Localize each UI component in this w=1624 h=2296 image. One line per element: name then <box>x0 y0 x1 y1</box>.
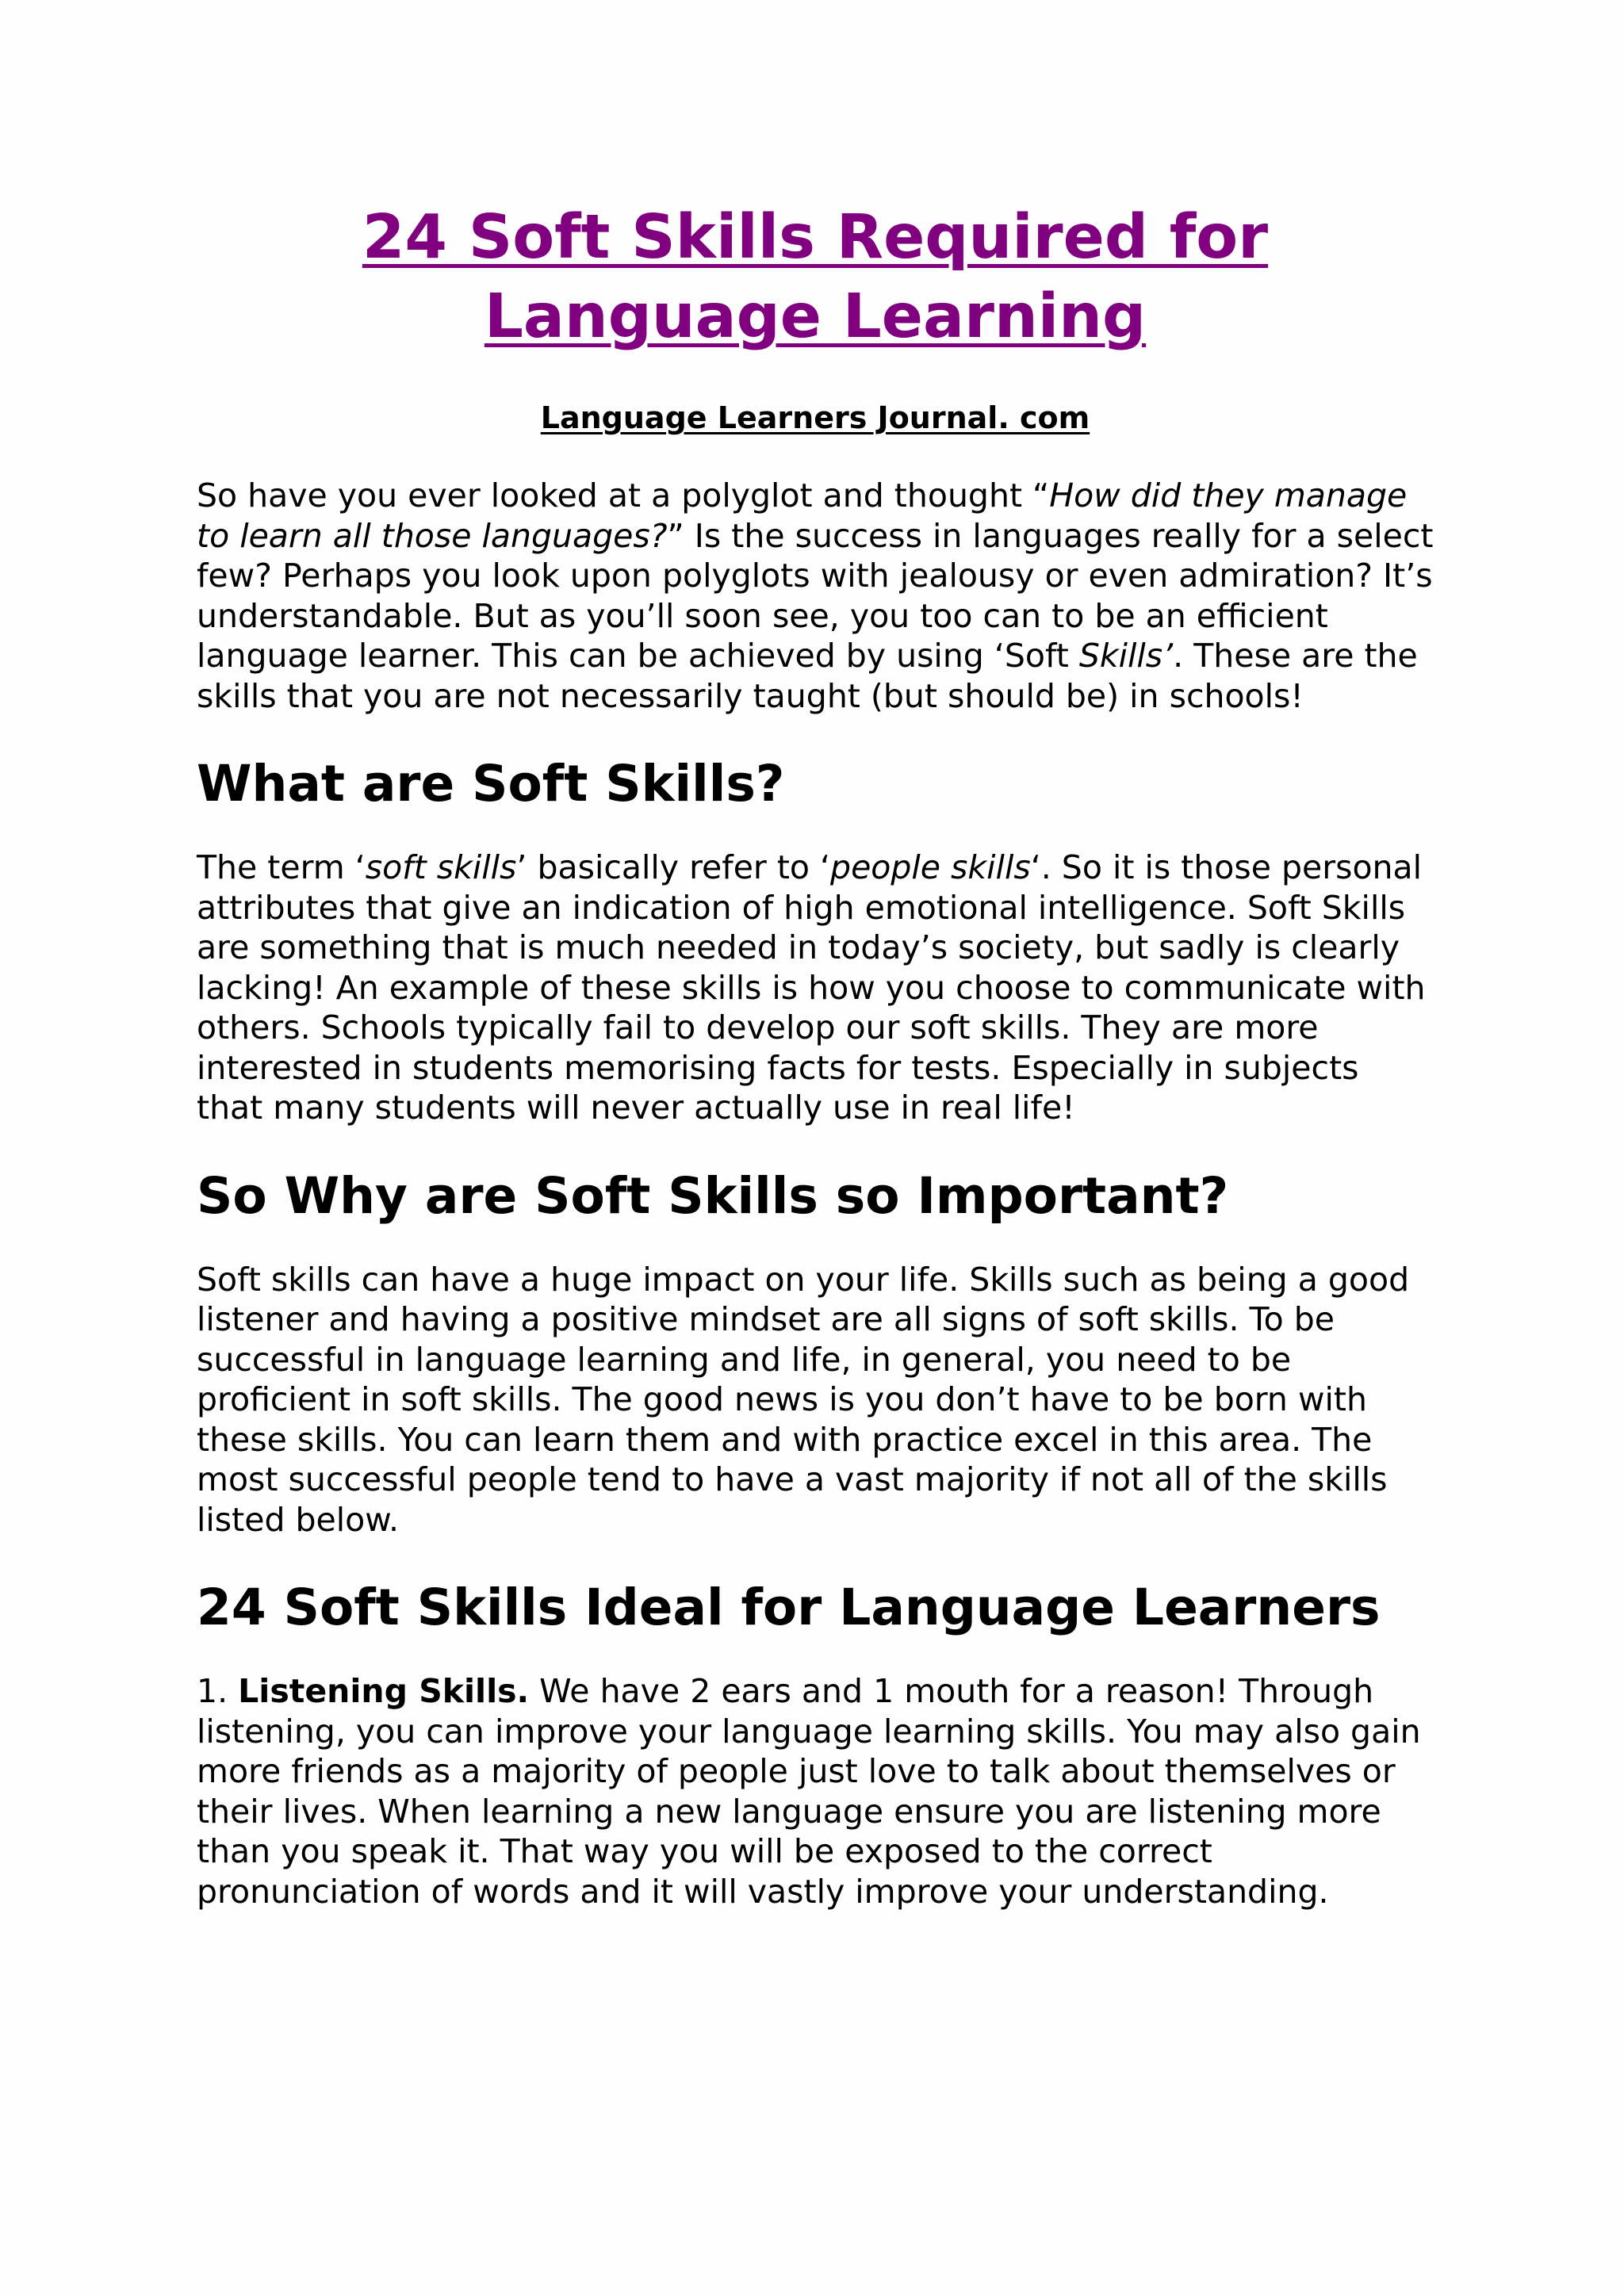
intro-paragraph <box>197 476 1434 716</box>
site-name: Language Learners Journal. com <box>540 400 1090 435</box>
document-content <box>197 198 1434 1911</box>
section-heading-list: 24 Soft Skills Ideal for Language Learners <box>197 1578 1381 1636</box>
soft-skills-term: soft skills <box>365 848 517 886</box>
section-heading-why: So Why are Soft Skills so Important? <box>197 1166 1229 1225</box>
intro-text-1: So have you ever looked at a polyglot and thought “ <box>197 476 1050 515</box>
title-line-1: 24 Soft Skills Required for <box>362 202 1269 273</box>
intro-text-3: . These are the skills that you are not necessarily taught (but should be) in schools! <box>197 637 1418 715</box>
list-item <box>197 1671 1434 1911</box>
page-title <box>197 198 1434 357</box>
intro-text-2: ” Is the success in languages really for a select few? Perhaps you look upon polyglots with jealousy or even admiration? It’s understandable. But as you’ll soon see, you too can to be an efficient language learner. This can be achieved by using ‘Soft <box>197 516 1434 675</box>
people-skills-term: people skills <box>830 848 1031 886</box>
list-item-label: Listening Skills. <box>238 1672 530 1710</box>
intro-skills-word: Skills’ <box>1078 637 1174 675</box>
title-line-2: Language Learning <box>484 281 1147 352</box>
section-what-paragraph <box>197 848 1434 1128</box>
section-what-text-1: The term ‘ <box>197 848 366 886</box>
intro-quote: How did they manage to learn all those languages? <box>197 476 1408 555</box>
section-why-paragraph: Soft skills can have a huge impact on your life. Skills such as being a good listener and having a positive mindset are all signs of soft skills. To be successful in language learning and life, in general, you need to be proficient in soft skills. The good news is you don’t have to be born with these skills. You can learn them and with practice excel in this area. The most successful people tend to have a vast majority if not all of the skills listed below. <box>197 1260 1410 1539</box>
list-item-text: We have 2 ears and 1 mouth for a reason! Through listening, you can improve your language learning skills. You may also gain more friends as a majority of people just love to talk about themselves or their lives. When learning a new language ensure you are listening more than you speak it. That way you will be exposed to the correct pronunciation of words and it will vastly improve your understanding. <box>197 1672 1421 1911</box>
section-what-text-2: ’ basically refer to ‘ <box>516 848 831 886</box>
section-heading-what: What are Soft Skills? <box>197 755 785 813</box>
list-item-number: 1. <box>197 1672 239 1710</box>
section-what-text-3: ‘. So it is those personal attributes that give an indication of high emotional intelligence. Soft Skills are something that is much needed in today’s society, but sadly is clearly lacking! An example of these skills is how you choose to communicate with others. Schools typically fail to develop our soft skills. They are more interested in students memorising facts for tests. Especially in subjects that many students will never actually use in real life! <box>197 848 1426 1127</box>
